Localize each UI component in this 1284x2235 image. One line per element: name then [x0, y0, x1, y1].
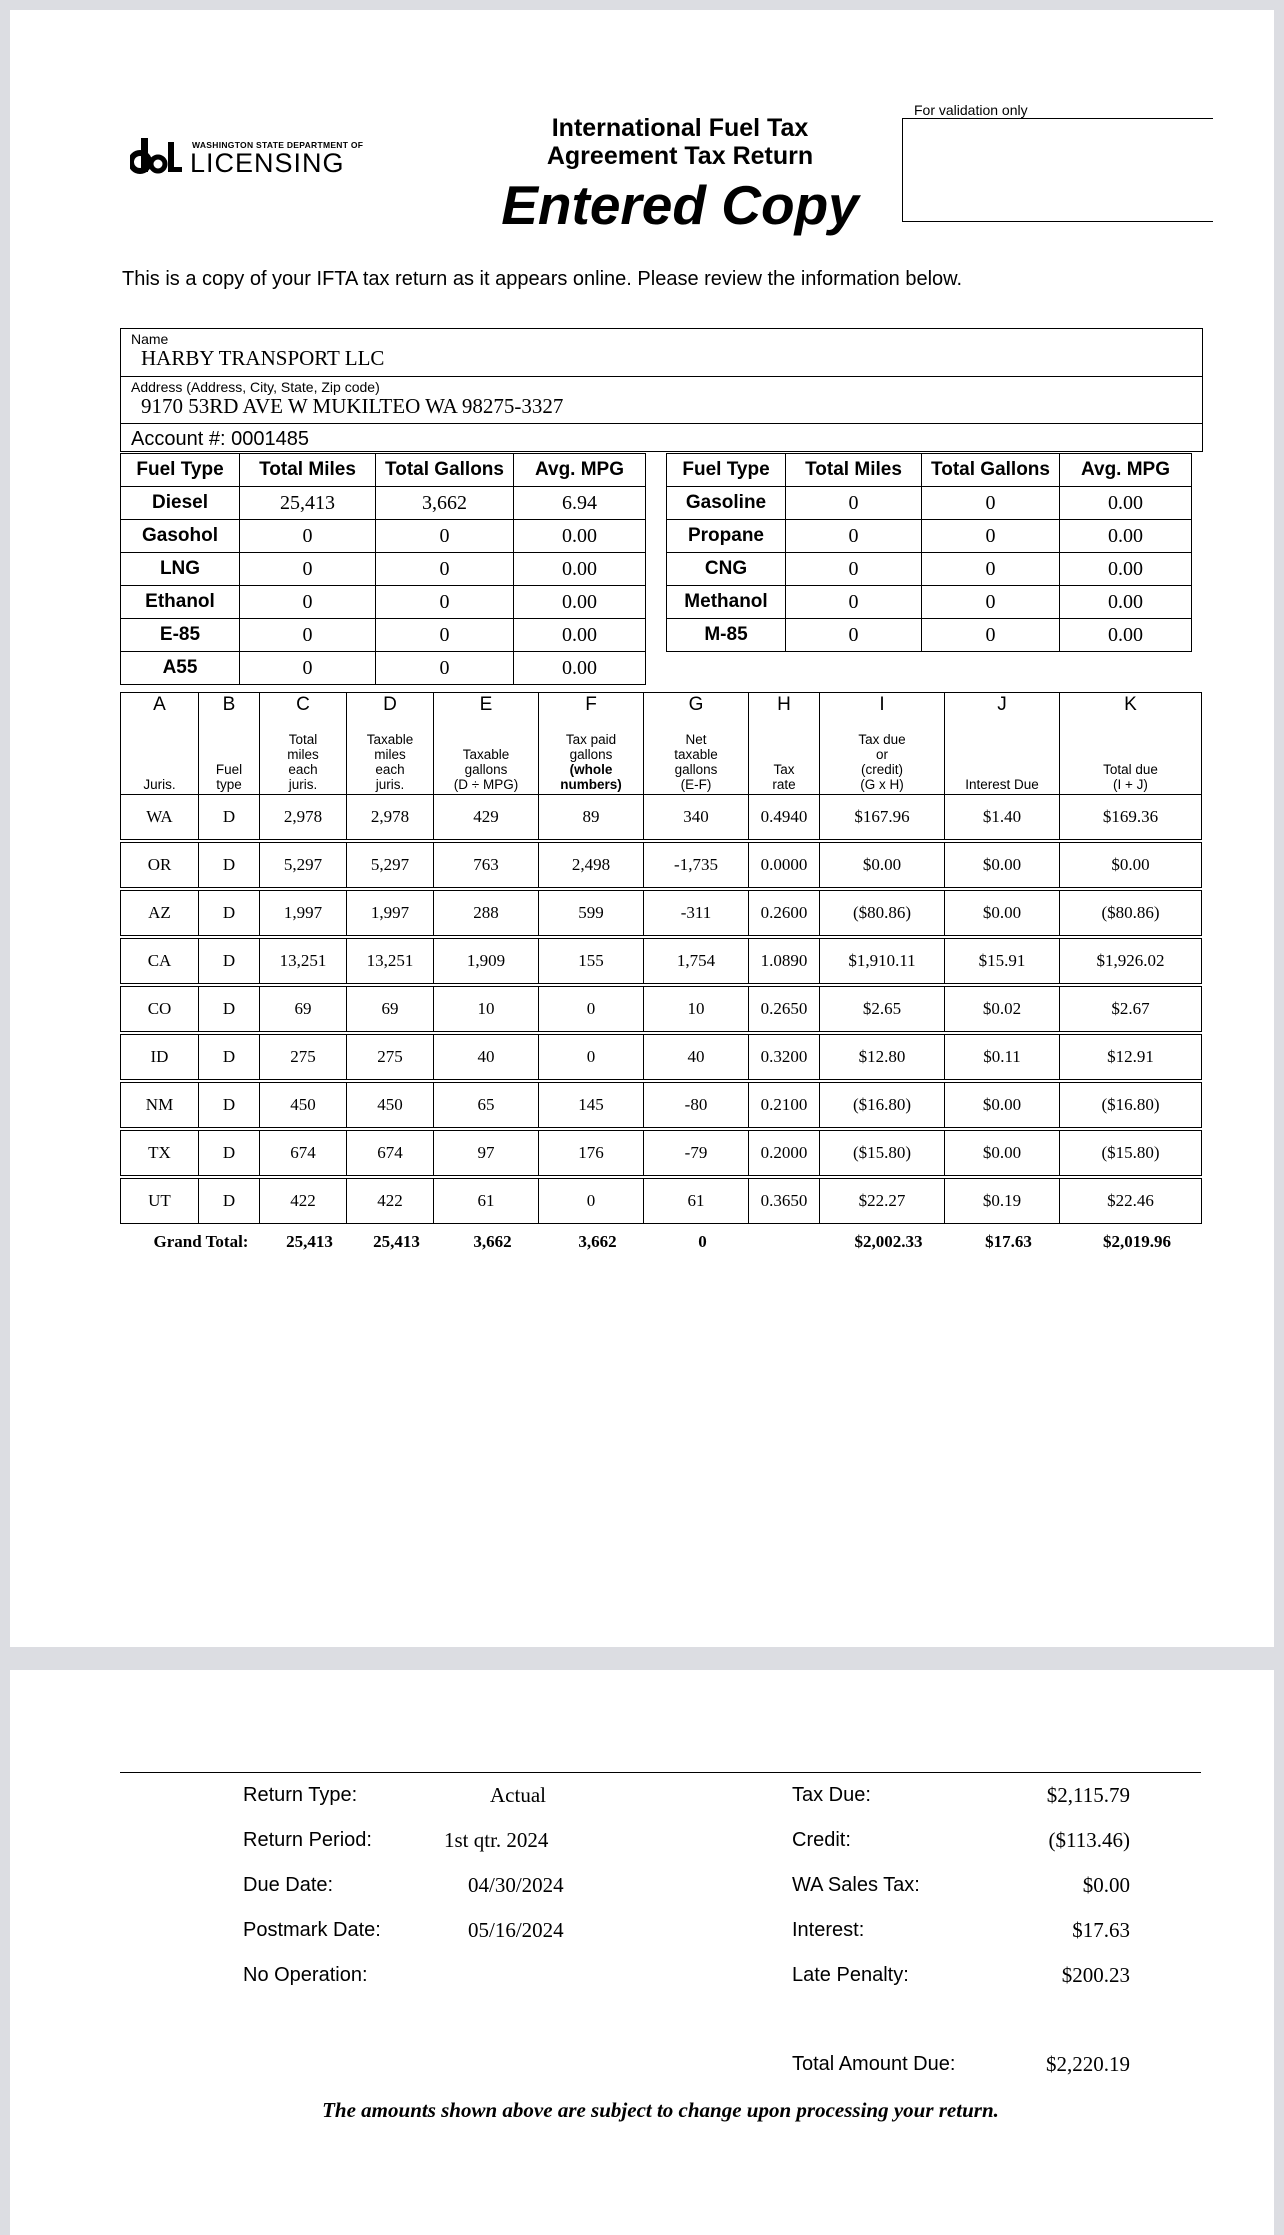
- net-taxable-gallons-cell: -1,735: [644, 843, 749, 888]
- juris-cell: AZ: [121, 891, 199, 936]
- fuel-type-cell: D: [199, 1035, 260, 1080]
- total-miles-cell: 1,997: [260, 891, 347, 936]
- header-total-miles: Total Miles: [240, 454, 376, 487]
- tax-due-cell: ($80.86): [820, 891, 945, 936]
- header-total-gallons: Total Gallons: [922, 454, 1060, 487]
- validation-box: [902, 118, 1213, 222]
- tax-due-cell: $22.27: [820, 1179, 945, 1224]
- carrier-address: 9170 53RD AVE W MUKILTEO WA 98275-3327: [141, 394, 564, 418]
- tax-due-cell: ($15.80): [820, 1131, 945, 1176]
- column-letter: I: [879, 694, 885, 715]
- grand-total-tax-due: $2,002.33: [854, 1232, 923, 1251]
- column-description: Taxable: [366, 732, 414, 747]
- fuel-type-cell: A55: [121, 652, 240, 685]
- fuel-row: [667, 520, 1192, 553]
- form-title: [440, 114, 920, 170]
- column-letter: B: [222, 694, 236, 715]
- tax-rate-cell: 0.3200: [749, 1035, 820, 1080]
- form-title-line-1: International Fuel Tax: [551, 114, 809, 142]
- credit-label: Credit:: [792, 1829, 851, 1851]
- jurisdiction-row: [121, 1083, 1202, 1128]
- fuel-row: [121, 553, 646, 586]
- total-gallons-cell: 0: [376, 619, 514, 652]
- total-amount-due-value: $2,220.19: [1046, 2052, 1130, 2076]
- net-taxable-gallons-cell: -80: [644, 1083, 749, 1128]
- name-row: [121, 329, 1202, 377]
- disclaimer-note: The amounts shown above are subject to change upon processing your return.: [322, 2098, 999, 2122]
- postmark-date-label: Postmark Date:: [243, 1919, 381, 1941]
- net-taxable-gallons-cell: 10: [644, 987, 749, 1032]
- tax-paid-gallons-cell: 89: [539, 795, 644, 840]
- juris-cell: TX: [121, 1131, 199, 1176]
- column-description: Net: [685, 732, 707, 747]
- column-description: Tax: [773, 762, 795, 777]
- tax-paid-gallons-cell: 145: [539, 1083, 644, 1128]
- return-page-2: [10, 1670, 1274, 2235]
- column-header-k: [1060, 693, 1202, 795]
- carrier-name: HARBY TRANSPORT LLC: [141, 346, 385, 370]
- total-due-cell: ($15.80): [1060, 1131, 1202, 1176]
- column-description: gallons: [569, 747, 613, 762]
- total-gallons-cell: 3,662: [376, 487, 514, 520]
- column-header-d: [347, 693, 434, 795]
- intro-text: This is a copy of your IFTA tax return as it appears online. Please review the information below.: [122, 268, 963, 290]
- return-type-value: Actual: [490, 1783, 546, 1807]
- wa-sales-tax-label: WA Sales Tax:: [792, 1874, 920, 1896]
- column-letter: F: [585, 694, 597, 715]
- column-description: gallons: [674, 762, 718, 777]
- dol-logo: [130, 128, 370, 178]
- fuel-type-cell: D: [199, 891, 260, 936]
- grand-total-label: Grand Total:: [153, 1232, 249, 1251]
- column-description: (I + J): [1113, 777, 1148, 792]
- fuel-row: [121, 652, 646, 685]
- column-header-c: [260, 693, 347, 795]
- grand-total-tax-paid-gallons: 3,662: [578, 1232, 617, 1251]
- total-miles-cell: 0: [240, 586, 376, 619]
- fuel-summary-left: [120, 453, 646, 685]
- avg-mpg-cell: 0.00: [514, 586, 646, 619]
- tax-due-cell: ($16.80): [820, 1083, 945, 1128]
- grand-total-interest: $17.63: [985, 1232, 1032, 1251]
- total-miles-cell: 0: [786, 487, 922, 520]
- column-description: Tax due: [858, 732, 906, 747]
- column-header-f: [539, 693, 644, 795]
- total-due-cell: $169.36: [1060, 795, 1202, 840]
- net-taxable-gallons-cell: -79: [644, 1131, 749, 1176]
- tax-rate-cell: 0.2650: [749, 987, 820, 1032]
- total-due-cell: $1,926.02: [1060, 939, 1202, 984]
- return-page-1: [10, 10, 1274, 1647]
- header-avg-mpg: Avg. MPG: [1060, 454, 1192, 487]
- fuel-row: [667, 487, 1192, 520]
- account-label: Account #:: [131, 428, 226, 450]
- column-header-i: [820, 693, 945, 795]
- avg-mpg-cell: 0.00: [1060, 553, 1192, 586]
- taxable-gallons-cell: 10: [434, 987, 539, 1032]
- column-description: gallons: [464, 762, 508, 777]
- juris-cell: NM: [121, 1083, 199, 1128]
- column-letter: H: [777, 694, 791, 715]
- header-total-gallons: Total Gallons: [376, 454, 514, 487]
- column-description: numbers): [560, 777, 622, 792]
- total-miles-cell: 0: [240, 652, 376, 685]
- jurisdiction-row: [121, 795, 1202, 840]
- return-period-label: Return Period:: [243, 1829, 372, 1851]
- juris-cell: ID: [121, 1035, 199, 1080]
- total-miles-cell: 422: [260, 1179, 347, 1224]
- tax-due-cell: $1,910.11: [820, 939, 945, 984]
- interest-label: Interest:: [792, 1919, 865, 1941]
- jurisdiction-row: [121, 1131, 1202, 1176]
- column-description: Total: [288, 732, 318, 747]
- net-taxable-gallons-cell: 40: [644, 1035, 749, 1080]
- avg-mpg-cell: 0.00: [1060, 586, 1192, 619]
- column-description: each: [288, 762, 318, 777]
- tax-due-cell: $12.80: [820, 1035, 945, 1080]
- interest-due-cell: $0.00: [945, 843, 1060, 888]
- column-description: Fuel: [215, 762, 243, 777]
- interest-due-cell: $0.02: [945, 987, 1060, 1032]
- fuel-type-cell: E-85: [121, 619, 240, 652]
- header-avg-mpg: Avg. MPG: [514, 454, 646, 487]
- fuel-row: [121, 586, 646, 619]
- tax-rate-cell: 0.2100: [749, 1083, 820, 1128]
- total-due-cell: $2.67: [1060, 987, 1202, 1032]
- column-header-e: [434, 693, 539, 795]
- tax-due-cell: $0.00: [820, 843, 945, 888]
- total-miles-cell: 2,978: [260, 795, 347, 840]
- avg-mpg-cell: 0.00: [1060, 487, 1192, 520]
- taxable-gallons-cell: 65: [434, 1083, 539, 1128]
- total-gallons-cell: 0: [376, 520, 514, 553]
- total-amount-due-label: Total Amount Due:: [792, 2053, 956, 2075]
- column-header-b: [199, 693, 260, 795]
- taxable-miles-cell: 450: [347, 1083, 434, 1128]
- tax-paid-gallons-cell: 0: [539, 987, 644, 1032]
- interest-due-cell: $0.00: [945, 1083, 1060, 1128]
- interest-due-cell: $15.91: [945, 939, 1060, 984]
- column-description: (credit): [860, 762, 903, 777]
- column-header-g: [644, 693, 749, 795]
- jurisdiction-row: [121, 987, 1202, 1032]
- tax-due-value: $2,115.79: [1046, 1783, 1130, 1807]
- avg-mpg-cell: 0.00: [514, 652, 646, 685]
- total-miles-cell: 13,251: [260, 939, 347, 984]
- total-miles-cell: 25,413: [240, 487, 376, 520]
- total-miles-cell: 275: [260, 1035, 347, 1080]
- taxable-gallons-cell: 1,909: [434, 939, 539, 984]
- validation-label: For validation only: [914, 102, 1028, 118]
- jurisdiction-row: [121, 843, 1202, 888]
- total-due-cell: ($16.80): [1060, 1083, 1202, 1128]
- total-gallons-cell: 0: [376, 553, 514, 586]
- carrier-info: [120, 328, 1203, 452]
- column-letter: C: [296, 694, 310, 715]
- taxable-gallons-cell: 429: [434, 795, 539, 840]
- total-miles-cell: 5,297: [260, 843, 347, 888]
- taxable-miles-cell: 69: [347, 987, 434, 1032]
- fuel-type-cell: Diesel: [121, 487, 240, 520]
- total-miles-cell: 0: [240, 520, 376, 553]
- interest-value: $17.63: [1072, 1918, 1130, 1942]
- column-letter: D: [383, 694, 397, 715]
- jurisdiction-row: [121, 1179, 1202, 1224]
- grand-total-total-due: $2,019.96: [1103, 1232, 1171, 1251]
- total-miles-cell: 69: [260, 987, 347, 1032]
- tax-paid-gallons-cell: 599: [539, 891, 644, 936]
- summary-divider: [120, 1772, 1201, 1773]
- juris-cell: UT: [121, 1179, 199, 1224]
- juris-cell: WA: [121, 795, 199, 840]
- fuel-type-cell: Methanol: [667, 586, 786, 619]
- column-description: juris.: [288, 777, 318, 792]
- tax-paid-gallons-cell: 2,498: [539, 843, 644, 888]
- fuel-summary-right: [666, 453, 1192, 652]
- fuel-type-cell: Propane: [667, 520, 786, 553]
- fuel-type-cell: Ethanol: [121, 586, 240, 619]
- fuel-type-cell: M-85: [667, 619, 786, 652]
- total-miles-cell: 0: [786, 520, 922, 553]
- jurisdiction-row: [121, 1035, 1202, 1080]
- late-penalty-label: Late Penalty:: [792, 1964, 909, 1986]
- fuel-type-cell: D: [199, 1083, 260, 1128]
- interest-due-cell: $0.00: [945, 891, 1060, 936]
- column-description: (whole: [569, 762, 613, 777]
- fuel-type-cell: CNG: [667, 553, 786, 586]
- account-row: [121, 424, 1202, 451]
- tax-paid-gallons-cell: 155: [539, 939, 644, 984]
- total-gallons-cell: 0: [376, 652, 514, 685]
- total-due-cell: ($80.86): [1060, 891, 1202, 936]
- credit-value: ($113.46): [1048, 1828, 1130, 1852]
- column-description: type: [216, 777, 242, 792]
- taxable-gallons-cell: 763: [434, 843, 539, 888]
- column-letter: J: [997, 694, 1007, 715]
- net-taxable-gallons-cell: 61: [644, 1179, 749, 1224]
- total-due-cell: $0.00: [1060, 843, 1202, 888]
- fuel-type-cell: Gasohol: [121, 520, 240, 553]
- fuel-row: [667, 586, 1192, 619]
- juris-cell: OR: [121, 843, 199, 888]
- no-operation-label: No Operation:: [243, 1964, 368, 1986]
- taxable-gallons-cell: 288: [434, 891, 539, 936]
- address-label: Address (Address, City, State, Zip code): [131, 379, 380, 395]
- avg-mpg-cell: 0.00: [1060, 520, 1192, 553]
- taxable-miles-cell: 275: [347, 1035, 434, 1080]
- column-description: miles: [374, 747, 406, 762]
- total-gallons-cell: 0: [922, 553, 1060, 586]
- taxable-miles-cell: 5,297: [347, 843, 434, 888]
- taxable-miles-cell: 13,251: [347, 939, 434, 984]
- taxable-miles-cell: 2,978: [347, 795, 434, 840]
- return-type-label: Return Type:: [243, 1784, 358, 1806]
- tax-due-cell: $2.65: [820, 987, 945, 1032]
- jurisdiction-row: [121, 939, 1202, 984]
- avg-mpg-cell: 0.00: [514, 553, 646, 586]
- column-letter: G: [688, 694, 704, 715]
- tax-paid-gallons-cell: 0: [539, 1179, 644, 1224]
- column-header-h: [749, 693, 820, 795]
- total-gallons-cell: 0: [922, 487, 1060, 520]
- column-description: miles: [287, 747, 319, 762]
- fuel-row: [121, 619, 646, 652]
- taxable-gallons-cell: 97: [434, 1131, 539, 1176]
- fuel-type-cell: Gasoline: [667, 487, 786, 520]
- juris-cell: CO: [121, 987, 199, 1032]
- fuel-row: [667, 553, 1192, 586]
- tax-due-label: Tax Due:: [792, 1784, 871, 1806]
- total-gallons-cell: 0: [376, 586, 514, 619]
- column-description: Taxable: [462, 747, 510, 762]
- total-miles-cell: 0: [786, 553, 922, 586]
- total-miles-cell: 0: [786, 619, 922, 652]
- fuel-row: [667, 619, 1192, 652]
- tax-paid-gallons-cell: 176: [539, 1131, 644, 1176]
- tax-rate-cell: 0.4940: [749, 795, 820, 840]
- column-description: each: [375, 762, 405, 777]
- total-gallons-cell: 0: [922, 586, 1060, 619]
- interest-due-cell: $0.11: [945, 1035, 1060, 1080]
- due-date-label: Due Date:: [243, 1874, 334, 1896]
- total-miles-cell: 0: [240, 553, 376, 586]
- fuel-type-cell: D: [199, 795, 260, 840]
- form-title-line-2: Agreement Tax Return: [546, 142, 814, 170]
- column-letter: A: [153, 694, 166, 715]
- fuel-type-cell: D: [199, 987, 260, 1032]
- column-description: rate: [772, 777, 796, 792]
- fuel-row: [121, 520, 646, 553]
- total-miles-cell: 450: [260, 1083, 347, 1128]
- header-fuel-type: Fuel Type: [121, 454, 240, 487]
- juris-cell: CA: [121, 939, 199, 984]
- column-description: (E-F): [680, 777, 712, 792]
- wa-sales-tax-value: $0.00: [1082, 1873, 1130, 1897]
- jurisdiction-row: [121, 891, 1202, 936]
- column-letter: E: [479, 694, 493, 715]
- column-header-j: [945, 693, 1060, 795]
- grand-total-taxable-gallons: 3,662: [473, 1232, 512, 1251]
- column-description: Juris.: [143, 777, 176, 792]
- net-taxable-gallons-cell: 1,754: [644, 939, 749, 984]
- late-penalty-value: $200.23: [1061, 1963, 1130, 1987]
- avg-mpg-cell: 0.00: [514, 619, 646, 652]
- account-number: 0001485: [231, 428, 309, 450]
- grand-total-net-taxable-gallons: 0: [698, 1232, 707, 1251]
- column-description: (D ÷ MPG): [453, 777, 519, 792]
- fuel-type-cell: D: [199, 1131, 260, 1176]
- jurisdiction-table: [120, 692, 1202, 1224]
- fuel-type-cell: D: [199, 939, 260, 984]
- fuel-type-cell: LNG: [121, 553, 240, 586]
- tax-rate-cell: 0.2600: [749, 891, 820, 936]
- column-description: Total due: [1103, 762, 1158, 777]
- tax-rate-cell: 1.0890: [749, 939, 820, 984]
- total-gallons-cell: 0: [922, 520, 1060, 553]
- net-taxable-gallons-cell: 340: [644, 795, 749, 840]
- column-description: juris.: [375, 777, 405, 792]
- column-letter: K: [1124, 694, 1137, 715]
- agency-small-text: WASHINGTON STATE DEPARTMENT OF: [192, 140, 364, 150]
- agency-name: LICENSING: [190, 148, 345, 178]
- total-gallons-cell: 0: [922, 619, 1060, 652]
- column-description: taxable: [674, 747, 718, 762]
- tax-rate-cell: 0.0000: [749, 843, 820, 888]
- avg-mpg-cell: 0.00: [514, 520, 646, 553]
- fuel-type-cell: D: [199, 1179, 260, 1224]
- fuel-type-cell: D: [199, 843, 260, 888]
- taxable-miles-cell: 674: [347, 1131, 434, 1176]
- address-row: [121, 377, 1202, 424]
- return-period-value: 1st qtr. 2024: [444, 1828, 549, 1852]
- column-description: (G x H): [860, 777, 904, 792]
- taxable-miles-cell: 422: [347, 1179, 434, 1224]
- total-miles-cell: 0: [240, 619, 376, 652]
- tax-due-cell: $167.96: [820, 795, 945, 840]
- interest-due-cell: $0.00: [945, 1131, 1060, 1176]
- entered-copy-heading: Entered Copy: [501, 174, 859, 236]
- interest-due-cell: $1.40: [945, 795, 1060, 840]
- avg-mpg-cell: 6.94: [514, 487, 646, 520]
- taxable-gallons-cell: 40: [434, 1035, 539, 1080]
- name-label: Name: [131, 331, 169, 347]
- column-description: Tax paid: [565, 732, 617, 747]
- tax-rate-cell: 0.3650: [749, 1179, 820, 1224]
- column-header-a: [121, 693, 199, 795]
- total-due-cell: $12.91: [1060, 1035, 1202, 1080]
- total-miles-cell: 674: [260, 1131, 347, 1176]
- column-description: or: [875, 747, 888, 762]
- due-date-value: 04/30/2024: [468, 1873, 564, 1897]
- fuel-row: [121, 487, 646, 520]
- total-due-cell: $22.46: [1060, 1179, 1202, 1224]
- grand-total-total-miles: 25,413: [286, 1232, 333, 1251]
- taxable-gallons-cell: 61: [434, 1179, 539, 1224]
- interest-due-cell: $0.19: [945, 1179, 1060, 1224]
- grand-total-taxable-miles: 25,413: [373, 1232, 420, 1251]
- taxable-miles-cell: 1,997: [347, 891, 434, 936]
- dol-logo-icon: [130, 138, 188, 178]
- tax-paid-gallons-cell: 0: [539, 1035, 644, 1080]
- header-fuel-type: Fuel Type: [667, 454, 786, 487]
- header-total-miles: Total Miles: [786, 454, 922, 487]
- tax-rate-cell: 0.2000: [749, 1131, 820, 1176]
- column-description: Interest Due: [965, 777, 1039, 792]
- avg-mpg-cell: 0.00: [1060, 619, 1192, 652]
- total-miles-cell: 0: [786, 586, 922, 619]
- net-taxable-gallons-cell: -311: [644, 891, 749, 936]
- postmark-date-value: 05/16/2024: [468, 1918, 564, 1942]
